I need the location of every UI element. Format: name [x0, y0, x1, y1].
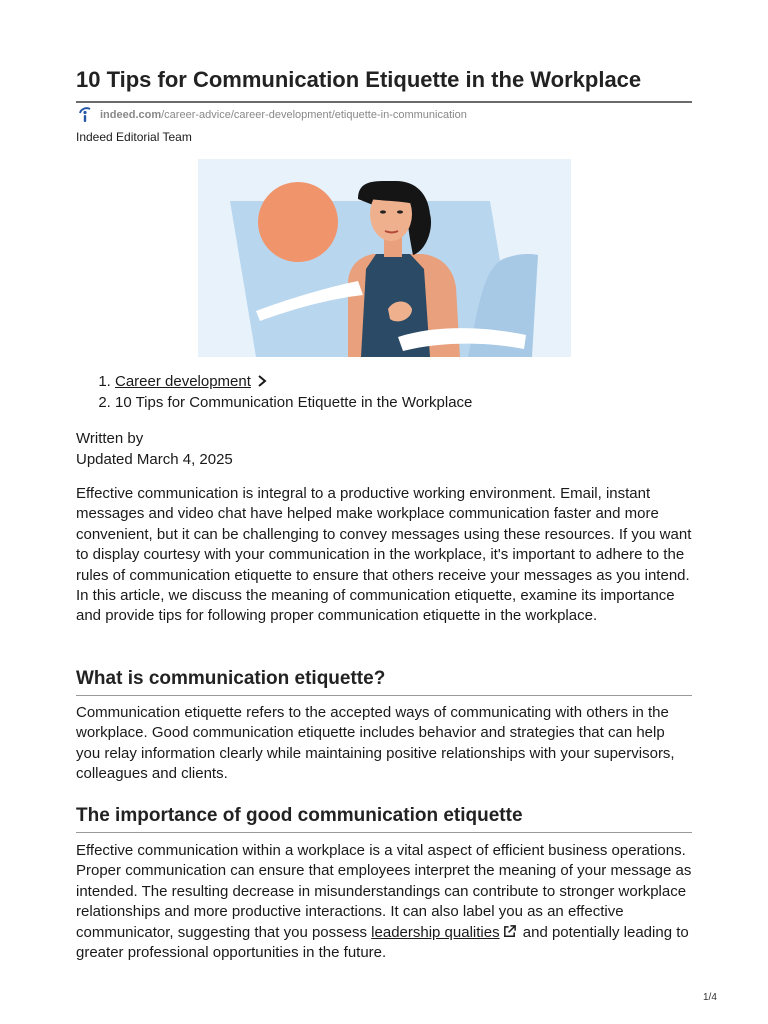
page-title: 10 Tips for Communication Etiquette in the Workplace [76, 67, 642, 92]
breadcrumb [76, 371, 472, 413]
written-by: Written by [76, 430, 144, 447]
breadcrumb-item [115, 371, 472, 392]
source-domain: indeed.com [100, 109, 162, 121]
external-link-icon[interactable] [502, 924, 517, 939]
leadership-qualities-link[interactable]: leadership qualities [371, 923, 500, 941]
section-divider [76, 695, 692, 696]
source-path: /career-advice/career-development/etiquette-in-communication [161, 109, 467, 121]
updated-date: Updated March 4, 2025 [76, 451, 233, 468]
author-name: Indeed Editorial Team [76, 130, 192, 144]
importance-text-start: Effective communication within a workplace is a vital aspect of efficient business operations. Proper communication can ensure that employees interpret the meaning of your message as intended. The resulting decrease in misunderstandings can contribute to stronger workplace relationships and more productive interactions. It can also label you as an effective communicator, suggesting that you possess [76, 842, 692, 941]
breadcrumb-link-career-development[interactable]: Career development [115, 373, 251, 390]
section-divider [76, 832, 692, 833]
breadcrumb-current: 10 Tips for Communication Etiquette in the Workplace [115, 394, 473, 411]
title-divider [76, 101, 692, 103]
intro-paragraph: Effective communication is integral to a productive working environment. Email, instant messages and video chat have helped make workplace communication faster and more convenient, but it can be challenging to convey messages using these resources. If you want to display courtesy with your communication in the workplace, it's important to adhere to the rules of communication etiquette to ensure that others receive your messages as you intend. In this article, we discuss the meaning of communication etiquette, examine its importance and provide tips for following proper communication etiquette in the workplace. [76, 485, 692, 625]
section-heading-importance: The importance of good communication etiquette [76, 805, 523, 826]
importance-text-end: and potentially leading to greater professional opportunities in the future. [76, 923, 689, 962]
page-number: 1/4 [703, 992, 717, 1003]
section-heading-what-is: What is communication etiquette? [76, 668, 386, 689]
hero-illustration [198, 159, 571, 357]
article-meta [76, 428, 233, 470]
section-paragraph-importance [76, 841, 692, 963]
section-paragraph-what-is: Communication etiquette refers to the accepted ways of communicating with others in the workplace. Good communication etiquette includes behavior and strategies that can help you relay information clearly while maintaining positive relationships with your supervisors, colleagues and clients. [76, 704, 675, 783]
breadcrumb-item [115, 392, 472, 413]
chevron-right-icon [257, 375, 267, 387]
indeed-logo-icon [78, 107, 92, 123]
source-url[interactable] [78, 107, 467, 123]
